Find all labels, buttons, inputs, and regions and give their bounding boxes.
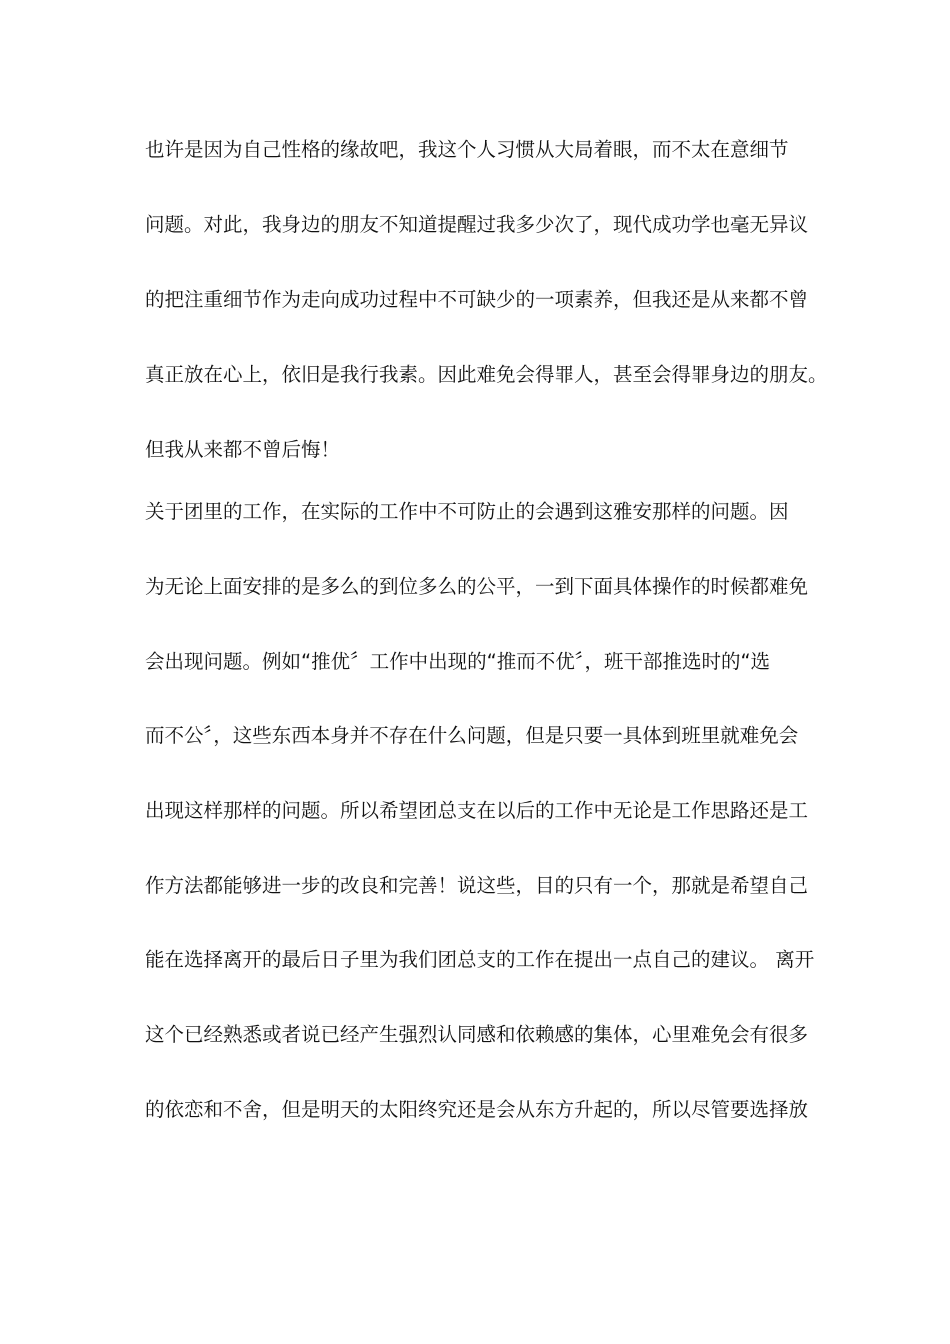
text-line: 也许是因为自己性格的缘故吧，我这个人习惯从大局着眼，而不太在意细节 <box>145 138 789 161</box>
text-line: 关于团里的工作，在实际的工作中不可防止的会遇到这雅安那样的问题。因 <box>145 500 789 523</box>
text-line: 出现这样那样的问题。所以希望团总支在以后的工作中无论是工作思路还是工 <box>145 799 809 822</box>
text-line: 但我从来都不曾后悔！ <box>145 438 341 461</box>
text-line: 为无论上面安排的是多么的到位多么的公平，一到下面具体操作的时候都难免 <box>145 575 809 598</box>
text-line: 作方法都能够进一步的改良和完善！说这些，目的只有一个，那就是希望自己 <box>145 874 809 897</box>
text-line: 会出现问题。例如“推优〞工作中出现的“推而不优〞，班干部推选时的“选 <box>145 650 771 673</box>
text-line: 的依恋和不舍，但是明天的太阳终究还是会从东方升起的，所以尽管要选择放 <box>145 1098 809 1121</box>
text-line: 问题。对此，我身边的朋友不知道提醒过我多少次了，现代成功学也毫无异议 <box>145 213 809 236</box>
text-line: 真正放在心上，依旧是我行我素。因此难免会得罪人，甚至会得罪身边的朋友。 <box>145 363 828 386</box>
text-line: 的把注重细节作为走向成功过程中不可缺少的一项素养，但我还是从来都不曾 <box>145 288 809 311</box>
text-line: 能在选择离开的最后日子里为我们团总支的工作在提出一点自己的建议。 离开 <box>145 948 815 971</box>
text-line: 这个已经熟悉或者说已经产生强烈认同感和依赖感的集体，心里难免会有很多 <box>145 1023 809 1046</box>
text-line: 而不公〞，这些东西本身并不存在什么问题，但是只要一具体到班里就难免会 <box>145 724 799 747</box>
